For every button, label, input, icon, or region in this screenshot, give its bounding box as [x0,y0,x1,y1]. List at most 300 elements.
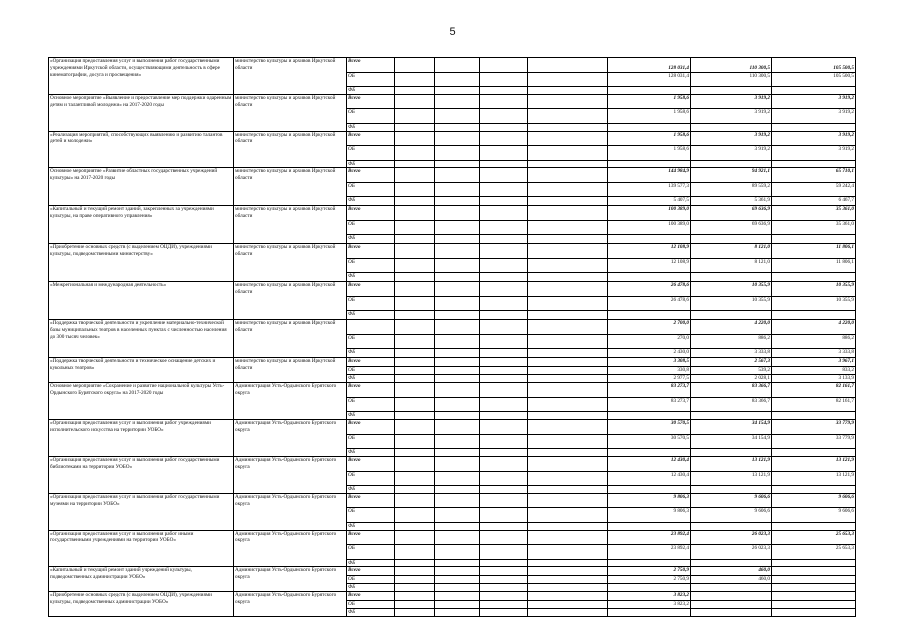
amount-cell [435,584,480,592]
amount-cell [435,601,480,609]
amount-cell: 9 606,6 [772,508,856,523]
activity-name: «Организация предоставления услуг и выполнения работ государственными музеями на территории УОБО» [49,493,234,530]
amount-cell [528,168,608,183]
amount-cell [528,58,608,73]
activity-name: «Организация предоставления услуг и выполнения работ иными государственными учреждениями на территории УОБО» [49,530,234,567]
amount-cell: 13 121,9 [691,471,772,486]
amount-cell [691,123,772,131]
amount-cell: 25 653,3 [772,530,856,545]
amount-cell [772,567,856,576]
funding-source: Всего [347,457,395,472]
amount-cell: 4 220,0 [772,320,856,335]
amount-cell [528,349,608,358]
funding-source: ОБ [347,72,395,87]
funding-source: ФБ [347,449,395,457]
amount-cell [528,182,608,197]
amount-cell [435,168,480,183]
table-row [49,358,856,367]
amount-cell [480,182,528,197]
amount-cell [435,131,480,146]
funding-source: ФБ [347,160,395,168]
table-row [49,206,856,221]
amount-cell [480,335,528,349]
amount-cell [528,206,608,221]
table-row [49,567,856,576]
funding-source: ОБ [347,545,395,560]
amount-cell: 3 919,2 [772,131,856,146]
executor: Администрация Усть-Ордынского Бурятского округа [234,457,347,494]
funding-source: Всего [347,58,395,73]
activity-name: «Приобретение основных средств (с выделением ОЦДИ), учреждениями культуры, подведомственных администрации УОБО» [49,592,234,617]
amount-cell [435,87,480,95]
amount-cell: 128 031,4 [608,72,691,87]
amount-cell: 12 430,4 [608,457,691,472]
amount-cell [435,258,480,273]
amount-cell [772,123,856,131]
funding-source: ОБ [347,508,395,523]
funding-source: ФБ [347,375,395,383]
amount-cell [395,530,435,545]
amount-cell [480,349,528,358]
amount-cell [480,197,528,206]
amount-cell: 2 977,5 [608,375,691,383]
executor: министерство культуры и архивов Иркутской области [234,320,347,358]
amount-cell: 23 892,4 [608,530,691,545]
amount-cell [395,235,435,244]
funding-source: Всего [347,206,395,221]
amount-cell [395,493,435,508]
amount-cell: 12 430,4 [608,471,691,486]
activity-name: «Организация предоставления услуг и выполнения работ государственными библиотеками на территории УОБО» [49,457,234,494]
amount-cell [608,449,691,457]
amount-cell [435,320,480,335]
amount-cell [395,508,435,523]
amount-cell: 13 121,9 [772,457,856,472]
amount-cell [691,311,772,320]
amount-cell [395,131,435,146]
amount-cell [480,493,528,508]
executor: министерство культуры и архивов Иркутской области [234,282,347,320]
amount-cell [772,559,856,567]
amount-cell [480,584,528,592]
amount-cell [395,206,435,221]
amount-cell [528,197,608,206]
amount-cell [435,123,480,131]
amount-cell [435,206,480,221]
amount-cell: 110 300,5 [691,72,772,87]
amount-cell [528,567,608,576]
amount-cell [528,160,608,168]
amount-cell [691,87,772,95]
amount-cell [395,296,435,311]
amount-cell: 539,2 [691,367,772,375]
funding-source: ФБ [347,412,395,420]
amount-cell [395,434,435,449]
amount-cell [480,609,528,617]
funding-source: ФБ [347,349,395,358]
page-number: 5 [449,26,456,38]
amount-cell: 105 500,5 [772,72,856,87]
executor: Администрация Усть-Ордынского Бурятского округа [234,530,347,567]
amount-cell [435,244,480,259]
amount-cell: 8 121,0 [691,258,772,273]
amount-cell [608,412,691,420]
amount-cell [691,601,772,609]
amount-cell [772,576,856,584]
amount-cell: 9 606,6 [772,493,856,508]
amount-cell: 30 570,5 [608,420,691,435]
amount-cell: 10 355,9 [772,282,856,297]
amount-cell [528,420,608,435]
amount-cell [528,486,608,494]
funding-source: Всего [347,383,395,398]
amount-cell [435,471,480,486]
amount-cell: 1 958,6 [608,94,691,109]
amount-cell: 26 023,3 [691,545,772,560]
amount-cell [528,282,608,297]
amount-cell [528,592,608,601]
amount-cell [395,87,435,95]
amount-cell: 10 355,9 [772,296,856,311]
amount-cell: 26 478,6 [608,282,691,297]
amount-cell [480,471,528,486]
amount-cell: 2 567,3 [691,358,772,367]
amount-cell: 3 919,2 [772,146,856,161]
amount-cell [395,320,435,335]
amount-cell: 5 361,9 [691,197,772,206]
table-row [49,94,856,109]
amount-cell [772,584,856,592]
amount-cell: 33 779,9 [772,434,856,449]
amount-cell [528,545,608,560]
amount-cell [608,522,691,530]
amount-cell [395,471,435,486]
amount-cell [772,160,856,168]
amount-cell [435,311,480,320]
funding-source: ФБ [347,87,395,95]
amount-cell [435,72,480,87]
amount-cell [435,358,480,367]
amount-cell: 1 958,6 [608,109,691,124]
amount-cell [528,146,608,161]
amount-cell [480,397,528,412]
amount-cell [480,72,528,87]
amount-cell [480,449,528,457]
amount-cell: 94 921,1 [691,168,772,183]
funding-source: Всего [347,282,395,297]
amount-cell: 9 606,6 [691,508,772,523]
amount-cell [435,58,480,73]
amount-cell [772,412,856,420]
funding-source: Всего [347,94,395,109]
table-row [49,131,856,146]
amount-cell [395,72,435,87]
amount-cell [395,244,435,259]
amount-cell [480,486,528,494]
amount-cell [395,182,435,197]
funding-source: ОБ [347,109,395,124]
amount-cell [435,235,480,244]
funding-source: ОБ [347,471,395,486]
amount-cell: 270,0 [608,335,691,349]
executor: министерство культуры и архивов Иркутской области [234,168,347,206]
amount-cell [395,383,435,398]
amount-cell: 3 333,8 [772,349,856,358]
amount-cell: 460,0 [691,576,772,584]
amount-cell [435,457,480,472]
executor: Администрация Усть-Ордынского Бурятского округа [234,420,347,457]
amount-cell [608,311,691,320]
amount-cell [480,420,528,435]
amount-cell [691,160,772,168]
amount-cell: 69 636,9 [691,220,772,235]
amount-cell [435,567,480,576]
funding-source: Всего [347,168,395,183]
amount-cell: 3 919,2 [691,109,772,124]
activity-name: Основное мероприятие «Выявление и предоставление мер поддержки одаренным детям и талантливой молодежи» на 2017-2020 годы [49,94,234,131]
amount-cell: 833,2 [772,367,856,375]
amount-cell [435,160,480,168]
amount-cell [528,244,608,259]
amount-cell [528,449,608,457]
amount-cell: 460,0 [691,567,772,576]
amount-cell [528,383,608,398]
amount-cell [480,530,528,545]
amount-cell [691,522,772,530]
amount-cell [691,235,772,244]
amount-cell [528,87,608,95]
amount-cell: 9 806,3 [608,493,691,508]
funding-source: ФБ [347,584,395,592]
amount-cell [395,592,435,601]
amount-cell [480,282,528,297]
amount-cell: 886,2 [772,335,856,349]
amount-cell [528,258,608,273]
funding-source: ОБ [347,335,395,349]
amount-cell: 35 361,0 [772,206,856,221]
amount-cell [528,412,608,420]
activity-name: «Капитальный и текущий ремонт зданий учреждений культуры, подведомственных администрации УОБО» [49,567,234,592]
amount-cell [772,609,856,617]
amount-cell: 886,2 [691,335,772,349]
amount-cell: 10 355,9 [691,282,772,297]
table-row [49,530,856,545]
amount-cell [772,273,856,282]
funding-source: ФБ [347,197,395,206]
amount-cell: 2 700,0 [608,320,691,335]
amount-cell: 6 467,7 [772,197,856,206]
amount-cell [435,367,480,375]
amount-cell: 12 108,9 [608,244,691,259]
amount-cell [435,530,480,545]
amount-cell: 13 121,9 [691,457,772,472]
amount-cell [608,273,691,282]
amount-cell: 30 570,5 [608,434,691,449]
amount-cell: 100 389,0 [608,206,691,221]
amount-cell: 5 407,5 [608,197,691,206]
amount-cell: 3 333,8 [691,349,772,358]
activity-name: «Капитальный и текущий ремонт зданий, закрепленных за учреждениями культуры, на праве оперативного управления» [49,206,234,244]
amount-cell [691,584,772,592]
activity-name: Основное мероприятие «Сохранение и развитие национальной культуры Усть-Ордынского Бурятского округа» на 2017-2020 годы [49,383,234,420]
funding-source: ОБ [347,434,395,449]
amount-cell [395,609,435,617]
amount-cell: 83 273,7 [608,397,691,412]
table-row [49,493,856,508]
amount-cell [395,576,435,584]
amount-cell: 139 577,3 [608,182,691,197]
amount-cell [480,168,528,183]
amount-cell [528,576,608,584]
amount-cell [435,545,480,560]
amount-cell [528,358,608,367]
amount-cell [480,87,528,95]
amount-cell [480,131,528,146]
amount-cell [480,545,528,560]
amount-cell [480,383,528,398]
amount-cell [435,220,480,235]
amount-cell [528,434,608,449]
amount-cell: 3 308,5 [608,358,691,367]
amount-cell [435,592,480,601]
table-row [49,58,856,73]
amount-cell: 3 823,2 [608,601,691,609]
amount-cell [395,197,435,206]
amount-cell [528,559,608,567]
funding-source: Всего [347,493,395,508]
amount-cell: 4 220,0 [691,320,772,335]
amount-cell: 83 273,7 [608,383,691,398]
amount-cell: 83 366,7 [691,397,772,412]
amount-cell: 26 478,6 [608,296,691,311]
funding-source: Всего [347,592,395,601]
amount-cell [435,94,480,109]
amount-cell: 82 161,7 [772,397,856,412]
amount-cell [435,282,480,297]
amount-cell [435,197,480,206]
amount-cell [528,457,608,472]
amount-cell [528,123,608,131]
amount-cell [691,412,772,420]
amount-cell [528,296,608,311]
amount-cell [480,220,528,235]
amount-cell [691,592,772,601]
amount-cell [395,397,435,412]
table-row [49,320,856,335]
amount-cell [395,545,435,560]
amount-cell [435,576,480,584]
amount-cell [480,58,528,73]
amount-cell [395,601,435,609]
amount-cell [772,601,856,609]
amount-cell [528,397,608,412]
amount-cell [395,375,435,383]
funding-source: ОБ [347,220,395,235]
amount-cell [480,258,528,273]
amount-cell: 11 806,1 [772,258,856,273]
amount-cell [395,559,435,567]
amount-cell [480,206,528,221]
funding-source: ОБ [347,576,395,584]
amount-cell [480,160,528,168]
amount-cell [691,486,772,494]
amount-cell [435,486,480,494]
amount-cell [395,273,435,282]
activity-name: «Реализация мероприятий, способствующих выявлению и развитию талантов детей и молодежи» [49,131,234,168]
amount-cell [480,311,528,320]
executor: министерство культуры и архивов Иркутской области [234,94,347,131]
amount-cell [528,235,608,244]
amount-cell [435,397,480,412]
amount-cell [395,457,435,472]
amount-cell [395,349,435,358]
amount-cell [608,123,691,131]
table-row [49,168,856,183]
amount-cell [395,258,435,273]
table-row [49,244,856,259]
amount-cell: 128 031,4 [608,58,691,73]
amount-cell: 33 779,9 [772,420,856,435]
amount-cell [395,311,435,320]
amount-cell: 8 121,0 [691,244,772,259]
table-row [49,282,856,297]
amount-cell [435,349,480,358]
amount-cell [480,358,528,367]
amount-cell [395,168,435,183]
activity-name: «Межрегиональная и международная деятельность» [49,282,234,320]
amount-cell: 330,8 [608,367,691,375]
amount-cell [480,320,528,335]
amount-cell [480,522,528,530]
amount-cell [435,434,480,449]
executor: Администрация Усть-Ордынского Бурятского округа [234,567,347,592]
activity-name: «Приобретение основных средств (с выделением ОЦДИ), учреждениями культуры, подведомственными министерству» [49,244,234,282]
funding-source: Всего [347,131,395,146]
amount-cell: 11 806,1 [772,244,856,259]
amount-cell [608,160,691,168]
amount-cell [395,160,435,168]
amount-cell: 1 958,6 [608,131,691,146]
amount-cell [772,522,856,530]
funding-source: ФБ [347,609,395,617]
amount-cell [395,522,435,530]
amount-cell [435,493,480,508]
amount-cell: 2 430,0 [608,349,691,358]
funding-source: ОБ [347,146,395,161]
amount-cell [528,508,608,523]
funding-source: ФБ [347,486,395,494]
amount-cell: 3 919,2 [772,109,856,124]
amount-cell [528,493,608,508]
amount-cell [435,508,480,523]
amount-cell [395,220,435,235]
amount-cell [395,449,435,457]
amount-cell [480,94,528,109]
amount-cell [528,367,608,375]
amount-cell: 23 892,4 [608,545,691,560]
funding-source [347,320,395,335]
amount-cell [435,375,480,383]
amount-cell [395,584,435,592]
executor: министерство культуры и архивов Иркутской области [234,58,347,95]
activity-name: «Организация предоставления услуг и выполнения работ учреждениями исполнительского искусства на территории УОБО» [49,420,234,457]
amount-cell [435,109,480,124]
amount-cell [691,449,772,457]
funding-source: ФБ [347,311,395,320]
amount-cell [772,311,856,320]
activity-name: Основное мероприятие «Развитие областных государственных учреждений культуры» на 2017-2020 годы [49,168,234,206]
amount-cell [480,235,528,244]
